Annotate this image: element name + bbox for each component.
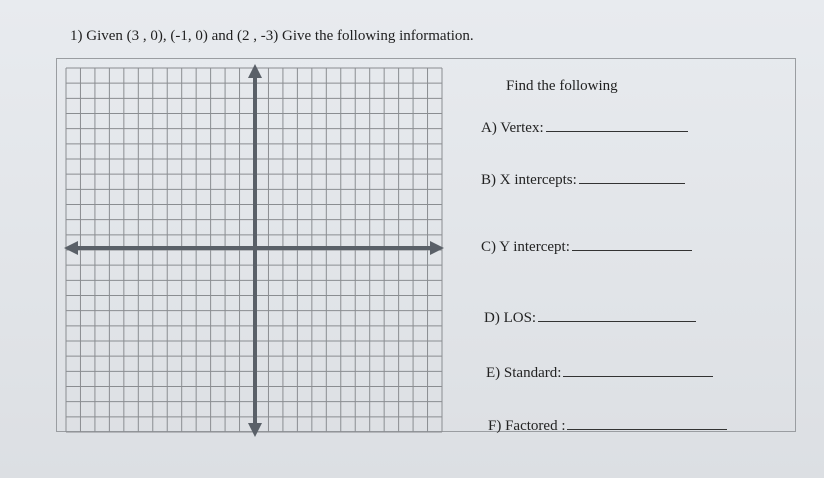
y-axis-down-arrow-icon	[248, 423, 262, 437]
prompt-y-intercept	[481, 236, 692, 256]
y-intercept-answer-blank[interactable]	[572, 236, 692, 251]
prompt-vertex-label: A) Vertex:	[481, 120, 544, 136]
prompt-y-intercept-label: C) Y intercept:	[481, 239, 570, 255]
coordinate-grid	[62, 62, 446, 438]
prompt-los-label: D) LOS:	[484, 310, 537, 326]
y-axis-up-arrow-icon	[248, 64, 262, 78]
prompt-factored-label: F) Factored :	[488, 418, 566, 434]
prompt-x-intercepts-label: B) X intercepts:	[481, 172, 577, 188]
standard-answer-blank[interactable]	[563, 362, 713, 377]
panel-title: Find the following	[506, 78, 618, 94]
prompt-factored	[488, 415, 727, 435]
prompt-standard	[486, 362, 713, 382]
prompt-vertex	[481, 117, 688, 137]
prompt-x-intercepts	[481, 169, 685, 189]
question-text: 1) Given (3 , 0), (-1, 0) and (2 , -3) Give the following information.	[70, 28, 474, 44]
prompt-los	[484, 307, 696, 327]
prompt-standard-label: E) Standard:	[486, 365, 562, 381]
vertex-answer-blank[interactable]	[546, 117, 688, 132]
factored-answer-blank[interactable]	[567, 415, 727, 430]
x-intercepts-answer-blank[interactable]	[579, 169, 685, 184]
los-answer-blank[interactable]	[538, 307, 696, 322]
